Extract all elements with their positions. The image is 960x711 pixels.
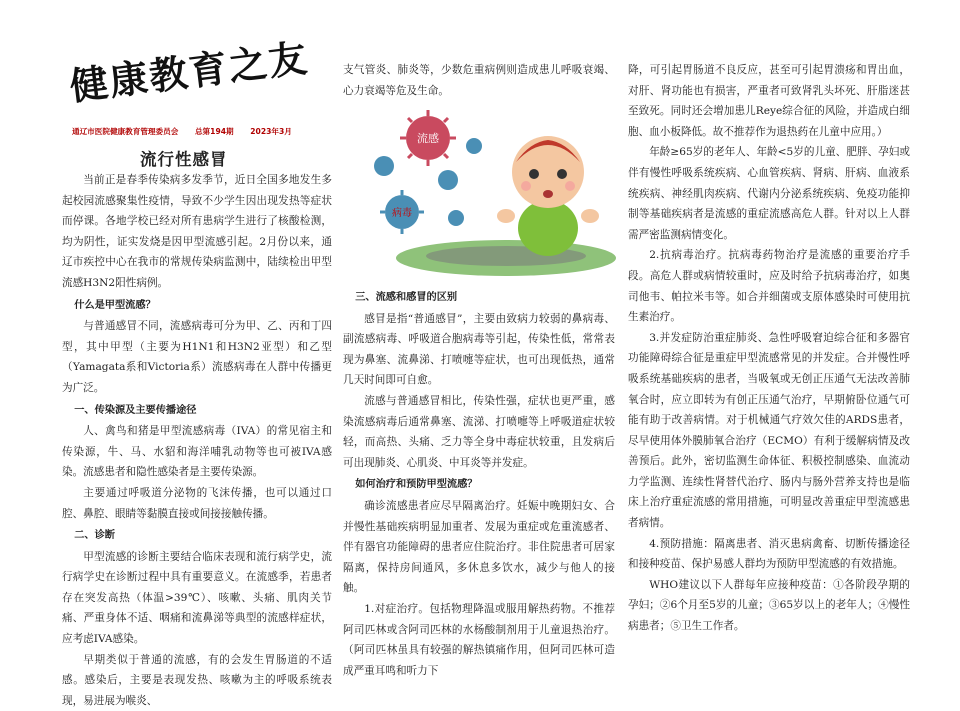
paragraph: 1.对症治疗。包括物理降温或服用解热药物。不推荐阿司匹林或含阿司匹林的水杨酸制剂用于儿童退热治疗。（阿司匹林虽具有较强的解热镇痛作用，但阿司匹林可造成严重耳鸣和听力下 [343, 602, 615, 677]
paragraph: 降，可引起胃肠道不良反应，甚至可引起胃溃疡和胃出血，对肝、肾功能也有损害，严重者可致肾乳头坏死、肝脂迷甚至致死。同时还会增加患儿Reye综合征的风险，并造成白细胞、血小板降低。故不推荐作为退热药在儿童中应用。） [628, 64, 910, 138]
paragraph: 甲型流感的诊断主要结合临床表现和流行病学史，流行病学史在诊断过程中具有重要意义。在流感季，若患者存在突发高热（体温>39℃）、咳嗽、头痛、肌肉关节痛、严重身体不适、咽痛和流鼻涕等典型的流感样症状，应考虑IVA感染。 [62, 550, 332, 646]
paragraph: 感冒是指“普通感冒”，主要由致病力较弱的鼻病毒、副流感病毒、呼吸道合胞病毒等引起，传染性低，常常表现为鼻塞、流鼻涕、打喷嚏等症状，也可出现低热，通常几天时间即可自愈。 [343, 312, 615, 387]
virus-label: 流感 [417, 132, 439, 145]
column-2 [343, 288, 615, 681]
virus-label: 病毒 [392, 208, 412, 219]
column-2-top [343, 60, 615, 101]
paragraph: 年龄≥65岁的老年人、年龄<5岁的儿童、肥胖、孕妇或伴有慢性呼吸系统疾病、心血管疾病、肾病、肝病、血液系统疾病、神经肌肉疾病、代谢内分泌系统疾病、免疫功能抑制等基础疾病者是流感的重症流感高危人群。针对以上人群需严密监测病情变化。 [628, 146, 910, 241]
heading-diagnosis: 二、诊断 [74, 530, 115, 542]
paragraph: 支气管炎、肺炎等，少数危重病例则造成患儿呼吸衰竭、心力衰竭等危及生命。 [343, 64, 615, 97]
intro-paragraph: 当前正是春季传染病多发季节，近日全国多地发生多起校园流感聚集性疫情，导致不少学生因出现发热等症状而停课。各地学校已经对所有患病学生进行了核酸检测，均为阴性，证实发烧是因甲型流感引起。2月份以来，通辽市疾控中心在我市的常规传染病监测中，陆续检出甲型流感H3N2阳性病例。 [62, 174, 332, 289]
column-3 [628, 60, 910, 637]
heading-flu-vs-cold: 三、流感和感冒的区别 [355, 292, 458, 303]
column-1 [62, 170, 332, 711]
paragraph: WHO建议以下人群每年应接种疫苗：①各阶段孕期的孕妇；②6个月至5岁的儿童；③65岁以上的老年人；④慢性病患者；⑤卫生工作者。 [628, 578, 910, 633]
article-title: 流行性感冒 [140, 150, 228, 169]
masthead-info [72, 126, 306, 137]
heading-what-is-flu: 什么是甲型流感？ [74, 299, 156, 311]
paragraph: 主要通过呼吸道分泌物的飞沫传播，也可以通过口腔、鼻腔、眼睛等黏膜直接或间接接触传播。 [62, 486, 332, 520]
masthead-issue: 总第194期 [194, 127, 234, 136]
sick-child-icon [497, 136, 599, 256]
flu-illustration [356, 108, 618, 280]
paragraph: 3.并发症防治重症肺炎、急性呼吸窘迫综合征和多器官功能障碍综合征是重症甲型流感常见的并发症。合并慢性呼吸系统基础疾病的患者，当吸氧或无创正压通气无法改善肺氧合时，应立即转为有创正压通气治疗，早期俯卧位通气可能有助于改善病情。对于机械通气疗效欠佳的ARDS患者，尽早使用体外膜肺氧合治疗（ECMO）有利于缓解病情及改善预后。此外，密切监测生命体征、积极控制感染、血流动力学监测、连续性肾替代治疗、肠内与肠外营养支持也是临床上治疗重症流感的常用措施，可明显改善重症甲型流感患者病情。 [628, 331, 910, 530]
masthead-date: 2023年3月 [250, 127, 292, 136]
masthead-org: 通辽市医院健康教育管理委员会 [72, 127, 179, 136]
paragraph: 早期类似于普通的流感，有的会发生胃肠道的不适感。感染后，主要是表现发热、咳嗽为主的呼吸系统表现，易进展为喉炎、 [62, 653, 332, 707]
masthead-title: 健康教育之友 [67, 34, 312, 109]
paragraph: 2.抗病毒治疗。抗病毒药物治疗是流感的重要治疗手段。高危人群或病情较重时，应及时给予抗病毒治疗，如奥司他韦、帕拉米韦等。如合并细菌或支原体感染时可使用抗生素治疗。 [628, 249, 910, 324]
paragraph: 4.预防措施：隔离患者、消灭患病禽畜、切断传播途径和接种疫苗、保护易感人群均为预防甲型流感的有效措施。 [628, 537, 910, 571]
paragraph: 流感与普通感冒相比，传染性强，症状也更严重，感染流感病毒后通常鼻塞、流涕、打喷嚏等上呼吸道症状较轻，而高热、头痛、乏力等全身中毒症状较重，且发病后可出现肺炎、心肌炎、中耳炎等并发症。 [343, 394, 615, 469]
virus-large-icon [400, 110, 456, 166]
heading-treatment-prevention: 如何治疗和预防甲型流感？ [355, 479, 478, 491]
paragraph: 人、禽鸟和猪是甲型流感病毒（IVA）的常见宿主和传染源，牛、马、水貂和海洋哺乳动物等也可被IVA感染。流感患者和隐性感染者是主要传染源。 [62, 425, 332, 479]
heading-transmission: 一、传染源及主要传播途径 [74, 404, 197, 416]
paragraph: 确诊流感患者应尽早隔离治疗。妊娠中晚期妇女、合并慢性基础疾病明显加重者、发展为重症或危重流感者、伴有器官功能障碍的患者应住院治疗。非住院患者可居家隔离，保持房间通风，多休息多饮水，减少与他人的接触。 [343, 499, 615, 595]
paragraph: 与普通感冒不同，流感病毒可分为甲、乙、丙和丁四型，其中甲型（主要为H1N1和H3N2亚型）和乙型（Yamagata系和Victoria系）流感病毒在人群中传播更为广泛。 [62, 320, 332, 394]
virus-medium-icon [380, 190, 424, 234]
